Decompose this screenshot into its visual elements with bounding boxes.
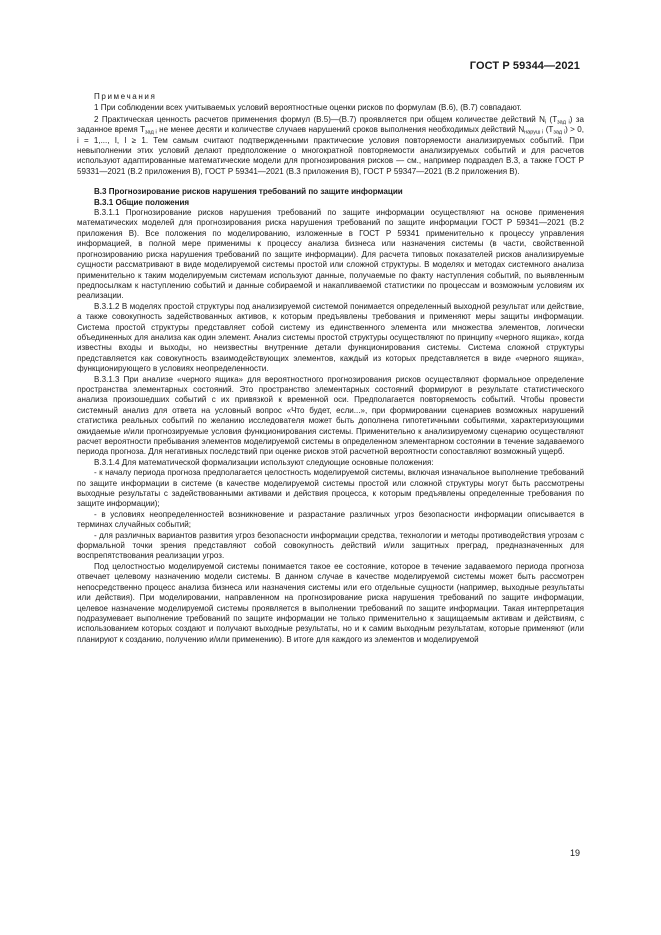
note-2 [77, 115, 584, 177]
note-1: 1 При соблюдении всех учитываемых условий вероятностные оценки рисков по формулам (В.6), (В.7) совпадают. [94, 103, 522, 113]
paragraph-b313: В.3.1.3 При анализе «черного ящика» для вероятностного прогнозирования рисков осуществляют формальное определение пространства элементарных состояний. Это пространство элементарных состояний формируют в результате статистического анализа произошедших событий с их привязкой к временной оси. Предполагается повторяемость событий. Чтобы провести системный анализ для ответа на условный вопрос «Что будет, если...», при формировании сценариев возможных нарушений статистика реальных событий по желанию исследователя может быть дополнена гипотетичными событиями, характеризующими ожидаемые и/или прогнозируемые условия функционирования системы. Применительно к анализируемому сценарию осуществляют расчет вероятности пребывания элементов моделируемой системы в определенном элементарном состоянии в течение задаваемого периода прогноза. Для негативных последствий при оценке рисков этой расчетной вероятности сопоставляют возможный ущерб. [77, 374, 584, 457]
paragraph-b314: В.3.1.4 Для математической формализации используют следующие основные положения: [94, 457, 434, 467]
note-2-sub-zad-3: зад i [553, 129, 566, 136]
note-2-sub-narush: наруш i [524, 129, 544, 136]
note-2-sub-zad-2: зад i [145, 129, 157, 136]
document-header: ГОСТ Р 59344—2021 [469, 60, 580, 72]
page-number: 19 [569, 848, 580, 858]
note-2-text-g: не менее десяти и количестве случаев нарушений сроков выполнения необходимых действий N [159, 125, 525, 135]
note-2-text-e: ) за заданное время T [77, 114, 584, 135]
note-2-text-c: (T [549, 114, 558, 124]
notes-title: Примечания [94, 92, 157, 101]
list-item-1: - к началу периода прогноза предполагается целостность моделируемой системы, включая изначальное выполнение требований по защите информации в системе (в качестве моделируемой системы простой или сложной структуры могут быть рассмотрены выходные результаты с задействованными активами и действия процесса, к которым предъявлены определенные требования по защите информации); [77, 468, 584, 509]
note-2-text-k: ) > 0, i = 1,..., I, I ≥ 1. Тем самым считают подтвержденными практические условия повторяемости анализируемых событий. При невыполнении этих условий делают предположение о многократной повторяемости анализируемых событий и для расчетов используют адаптированные математические модели для прогнозирования рисков — см., например подраздел В.3, а также ГОСТ Р 59331—2021 (В.2 приложения В), ГОСТ Р 59341—2021 (В.3 приложения В), ГОСТ Р 59347—2021 (В.2 приложения В). [77, 125, 584, 176]
subsection-heading: В.3.1 Общие положения [94, 197, 190, 207]
note-2-sub-zad: зад i [557, 119, 570, 126]
note-2-text-i: (T [545, 125, 554, 135]
note-2-text-a: 2 Практическая ценность расчетов применения формул (В.5)—(В.7) проявляется при общем количестве действий N [94, 114, 545, 124]
section-heading: В.3 Прогнозирование рисков нарушения требований по защите информации [94, 187, 403, 197]
note-2-sub-i: i [544, 119, 547, 126]
paragraph-b312: В.3.1.2 В моделях простой структуры под анализируемой системой понимается определенный выходной результат или действие, а также совокупность задействованных активов, к которым предъявлены требования и применяют меры защиты информации. Система простой структуры представляет собой систему из единственного элемента или множества элементов, логически объединенных для анализа как один элемент. Анализ системы простой структуры осуществляют по принципу «черного ящика», когда известны входы и выходы, но неизвестны внутренние детали функционирования системы. Система сложной структуры представляется как совокупность взаимодействующих элементов, каждый из которых представляется в виде «черного ящика», функционирующего в условиях неопределенности. [77, 301, 584, 374]
list-item-3: - для различных вариантов развития угроз безопасности информации средства, технологии и методы противодействия угрозам с формальной точки зрения представляют собой совокупность действий и/или защитных преград, предназначенных для воспрепятствования реализации угроз. [77, 530, 584, 561]
paragraph-integrity: Под целостностью моделируемой системы понимается такое ее состояние, которое в течение задаваемого периода прогноза отвечает целевому назначению модели системы. В данном случае в качестве моделируемой системы может быть рассмотрен непосредственно процесс анализа бизнеса или назначения системы или его отдельные сущности (например, выходные результаты или действия). При моделировании, направленном на прогнозирование риска нарушения требований по защите информации, целевое назначение моделируемой системы проявляется в выполнении требований по защите информации. Такая интерпретация подразумевает выполнение требований по защите информации не только применительно к защищаемым активам и действиям, с использованием которых создают и получают выходные результаты, но и к самим выходным результатам, которые применяют (или планируют к созданию, получению и/или применению). В итоге для каждого из элементов и моделируемой [77, 561, 584, 644]
page-body [77, 92, 584, 645]
list-item-2: - в условиях неопределенностей возникновение и разрастание различных угроз безопасности информации описывается в терминах случайных событий; [77, 509, 584, 530]
paragraph-b311: В.3.1.1 Прогнозирование рисков нарушения требований по защите информации осуществляют на основе применения математических моделей для прогнозирования риска нарушения требований по защите информации ГОСТ Р 59341—2021 (В.2 приложения В). Все положения по моделированию, изложенные в ГОСТ Р 59341 применительно к процессу управления информацией, в полной мере применимы к процессу анализа бизнеса или назначения системы (в части, свойственной прогнозированию риска нарушения требований по защите информации). Для расчета типовых показателей рисков анализируемые сущности рассматривают в виде моделируемой системы простой или сложной структуры. В моделях и методах системного анализа применительно к таким моделируемым системам используют данные, получаемые по факту наступления событий, по выявленным предпосылкам к наступлению событий и данные собираемой и накапливаемой статистики по процессам и возможным условиям их реализации. [77, 208, 584, 301]
